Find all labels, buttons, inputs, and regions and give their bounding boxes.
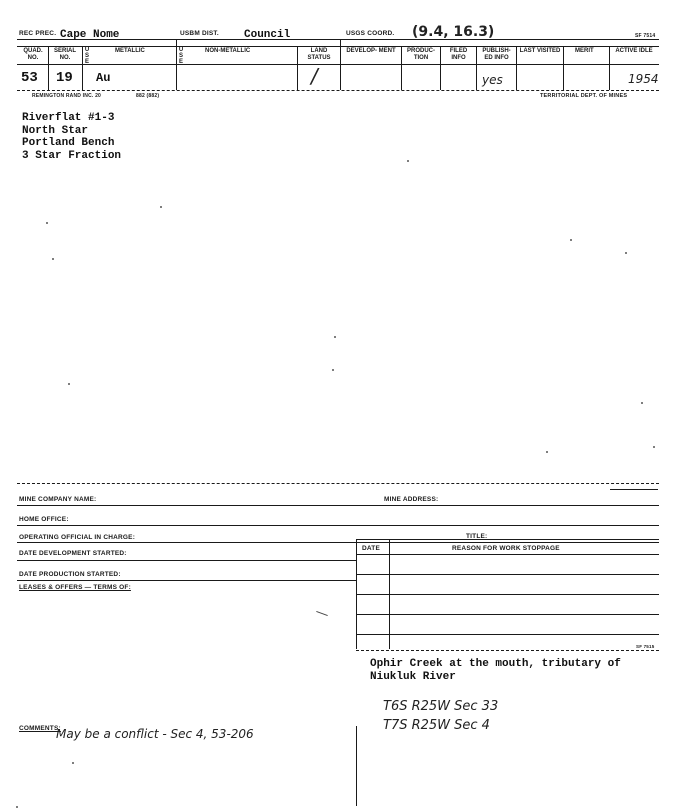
scan-speck	[68, 383, 70, 385]
scan-speck	[72, 762, 74, 764]
scan-speck	[625, 252, 627, 254]
rec-prec-label: REC PREC.	[19, 30, 57, 37]
land-status-value: /	[311, 64, 318, 88]
scan-speck	[570, 239, 572, 241]
col-quad-no: QUAD. NO.	[23, 48, 43, 61]
mine-address-label: MINE ADDRESS:	[384, 496, 439, 503]
col-metallic: METALLIC	[115, 48, 145, 54]
usbm-dist-value: Council	[244, 29, 291, 41]
date-development-label: DATE DEVELOPMENT STARTED:	[19, 550, 127, 557]
location-line2: Niukluk River	[370, 671, 456, 683]
published-info-value: yes	[482, 73, 503, 87]
col-merit: MERIT	[575, 48, 594, 54]
date-production-label: DATE PRODUCTION STARTED:	[19, 571, 121, 578]
form-number-bottom: SF 7515	[636, 644, 655, 649]
col-use-nonmetallic: U S E	[178, 47, 184, 65]
scan-speck	[332, 369, 334, 371]
operating-official-label: OPERATING OFFICIAL IN CHARGE:	[19, 534, 136, 541]
mine-company-label: MINE COMPANY NAME:	[19, 496, 97, 503]
col-filed-info: FILED INFO	[449, 48, 468, 61]
comments-value: May be a conflict - Sec 4, 53-206	[56, 727, 254, 741]
claim-item: Riverflat #1-3	[22, 112, 115, 124]
metallic-value: Au	[96, 71, 111, 85]
claim-item: North Star	[22, 124, 89, 137]
pen-mark	[316, 611, 328, 616]
claim-list	[22, 112, 322, 162]
footer-form	[0, 470, 678, 812]
printer-line: REMINGTON RAND INC. 20	[32, 93, 102, 99]
col-published-info: PUBLISH- ED INFO	[482, 48, 511, 61]
form-number-top: SF 7514	[635, 33, 656, 39]
location-line1: Ophir Creek at the mouth, tributary of	[370, 658, 621, 670]
col-non-metallic: NON-METALLIC	[205, 48, 251, 54]
leases-label: LEASES & OFFERS — TERMS OF:	[19, 584, 131, 591]
title-label: TITLE:	[466, 533, 488, 540]
col-development: DEVELOP- MENT	[346, 48, 396, 54]
home-office-label: HOME OFFICE:	[19, 516, 69, 523]
township-line2: T7S R25W Sec 4	[383, 718, 490, 733]
col-last-visited: LAST VISITED	[519, 48, 561, 54]
claim-item: 3 Star Fraction	[22, 149, 122, 162]
reason-label: REASON FOR WORK STOPPAGE	[452, 545, 560, 552]
col-production: PRODUC- TION	[407, 48, 435, 61]
scan-speck	[334, 336, 336, 338]
serial-no-value: 19	[56, 70, 73, 86]
scan-speck	[52, 258, 54, 260]
scan-speck	[160, 206, 162, 208]
township-line1: T6S R25W Sec 33	[383, 699, 499, 714]
scan-speck	[407, 160, 409, 162]
scan-speck	[653, 446, 655, 448]
quad-no-value: 53	[21, 70, 38, 86]
printer-codes: 882 (882)	[136, 93, 160, 99]
scan-speck	[641, 402, 643, 404]
usgs-coord-label: USGS COORD.	[346, 30, 395, 37]
claim-item: Portland Bench	[22, 137, 115, 149]
scan-speck	[546, 451, 548, 453]
usbm-dist-label: USBM DIST.	[180, 30, 219, 37]
comments-label: COMMENTS:	[19, 725, 61, 732]
header-table	[0, 0, 678, 110]
col-use-metallic: U S E	[84, 47, 90, 65]
scan-speck	[16, 806, 18, 808]
agency-label: TERRITORIAL DEPT. OF MINES	[540, 93, 628, 99]
rec-prec-value: Cape Nome	[60, 29, 120, 41]
col-active-idle: ACTIVE IDLE	[615, 48, 653, 54]
scan-speck	[46, 222, 48, 224]
date-label: DATE	[362, 545, 381, 552]
col-land-status: LAND STATUS	[307, 48, 331, 61]
active-idle-value: 1954	[628, 72, 659, 86]
usgs-coord-value: (9.4, 16.3)	[412, 24, 495, 40]
col-serial-no: SERIAL NO.	[53, 48, 76, 61]
